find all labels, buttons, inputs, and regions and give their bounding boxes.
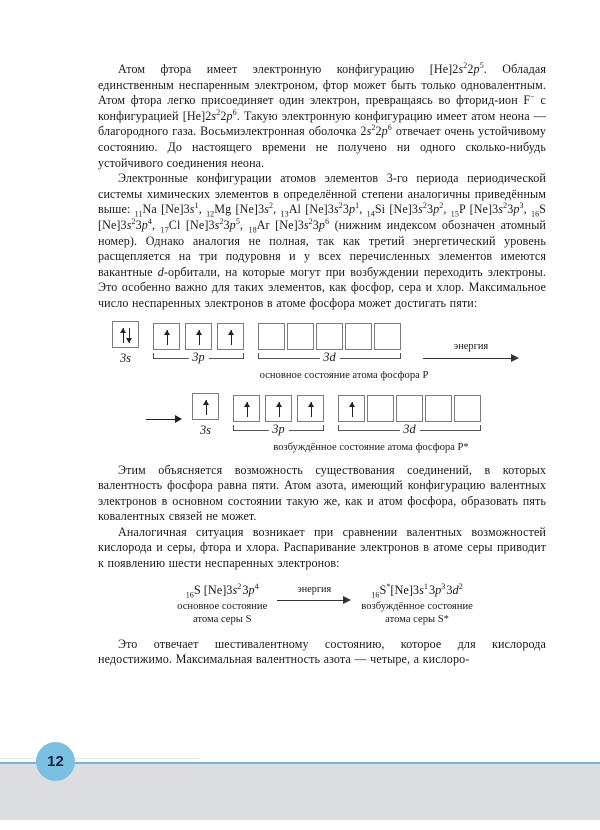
- electron-up-arrow-icon: [311, 402, 312, 417]
- subshell-brace: [233, 421, 324, 438]
- paragraph-sulfur-analogy: Аналогичная ситуация возникает при сравнении валентных возможностей кислорода и серы, фтора и хлора. Распаривание электронов в атоме серы приводит к появлению шести неспаренных электронов:: [98, 524, 546, 571]
- subshell-brace: [258, 349, 401, 366]
- electron-up-arrow-icon: [231, 330, 232, 345]
- page-number-badge: 12: [36, 742, 75, 781]
- orbital-cell: [112, 321, 139, 348]
- energy-arrow-icon: [423, 354, 519, 362]
- orbital-cell: [153, 323, 180, 350]
- subshell-3s-ground: [112, 321, 139, 366]
- subshell-brace: [338, 421, 481, 438]
- electron-up-arrow-icon: [167, 330, 168, 345]
- subshell-label: 3p: [188, 350, 208, 365]
- electron-up-arrow-icon: [206, 400, 207, 415]
- orbital-cell: [265, 395, 292, 422]
- footer-band: [0, 762, 600, 820]
- orbital-cell: [258, 323, 285, 350]
- transition-arrow-icon: [146, 415, 182, 424]
- subshell-3d-ground: [258, 323, 401, 366]
- sulfur-ground-caption: основное состояние атома серы S: [177, 600, 268, 625]
- energy-arrow-icon: [277, 596, 351, 604]
- page-content: [98, 62, 546, 668]
- subshell-label: 3d: [399, 422, 419, 437]
- sulfur-excitation-equation: [104, 583, 546, 626]
- footer-secondary-rule: [0, 758, 200, 759]
- orbital-cell: [345, 323, 372, 350]
- orbital-cell: [425, 395, 452, 422]
- subshell-3p-ground: [153, 323, 244, 366]
- orbital-cell: [316, 323, 343, 350]
- subshell-3s-excited: [192, 393, 219, 438]
- orbital-diagram-ground-state: [112, 321, 546, 381]
- paragraph-third-period: Электронные конфигурации атомов элементов 3-го периода периодической системы химических элементов в определённой степени аналогичны приведённым выше: $_{11}$Na $[Ne]3s^1$, $_{12}$Mg $[Ne]3s^2$, $_{13}$Al $[Ne]3s^23p^1$, $_{14}$Si $[Ne]3s^23p^2$, $_{15}$P $[Ne]3s^23p^3$, $_{16}$S $[Ne]3s^23p^4$, $_{17}$Cl $[Ne]3s^23p^5$, $_{18}$Ar $[Ne]3s^23p^6$ (нижним индексом обозначен атомный номер). Однако аналогия не полная, так как третий энергетический уровень расщепляется на три подуровня и у всех перечисленных элементов имеются вакантные d-орбитали, на которые могут при возбуждении переходить электроны. Это особенно важно для таких элементов, как фосфор, сера и хлор. Максимальное число неспаренных электронов в атоме фосфора может достигать пяти:: [98, 171, 547, 310]
- orbital-diagram-excited-state: [146, 393, 546, 453]
- energy-axis: [423, 341, 519, 362]
- paragraph-fluorine: Атом фтора имеет электронную конфигурацию $[He]2s^22p^5$. Обладая единственным неспаренным электроном, фтор может быть только одновалентным. Атом фтора легко присоединяет один электрон, превращаясь во фторид-ион F− с конфигурацией $[He]2s^22p^6$. Такую электронную конфигурацию имеет атом неона — благородного газа. Восьмиэлектронная оболочка $2s^22p^6$ отвечает очень устойчивому состоянию. До настоящего времени не получено ни одного сколько-нибудь устойчивого соединения неона.: [98, 60, 547, 170]
- paragraph-phosphorus-valence: Этим объясняется возможность существования соединений, в которых валентность фосфора равна пяти. Атом азота, имеющий конфигурацию валентных электронов в основном состоянии такую же, как и атом фосфора, образовать пять ковалентных связей не может.: [98, 462, 546, 524]
- sulfur-excited-formula: $_{16}S^*[Ne]3s^1$ $3p^3$ $3d^2$: [371, 581, 463, 600]
- diagram-caption: возбуждённое состояние атома фосфора Р*: [273, 441, 469, 453]
- electron-up-arrow-icon: [279, 402, 280, 417]
- footer-rule: [0, 762, 600, 764]
- electron-up-arrow-icon: [247, 402, 248, 417]
- orbital-cell: [297, 395, 324, 422]
- sulfur-excited-state: [361, 583, 473, 626]
- electron-down-arrow-icon: [129, 328, 130, 343]
- sulfur-ground-state: [177, 583, 267, 626]
- sulfur-energy-arrow: [277, 583, 351, 604]
- orbital-cell: [233, 395, 260, 422]
- subshell-brace: [153, 349, 244, 366]
- subshell-3d-excited: [338, 395, 481, 438]
- orbital-cell: [396, 395, 423, 422]
- orbital-cell: [367, 395, 394, 422]
- energy-label: энергия: [297, 583, 332, 595]
- orbital-cell: [217, 323, 244, 350]
- subshell-label: 3s: [199, 422, 212, 437]
- subshell-label: 3s: [119, 350, 132, 365]
- orbital-cell: [287, 323, 314, 350]
- orbital-cell: [185, 323, 212, 350]
- electron-up-arrow-icon: [199, 330, 200, 345]
- subshell-label: 3d: [319, 350, 339, 365]
- subshell-3p-excited: [233, 395, 324, 438]
- diagram-caption: основное состояние атома фосфора Р: [259, 369, 429, 381]
- electron-up-arrow-icon: [123, 328, 124, 343]
- sulfur-ground-formula: $_{16}$S $[Ne]3s^2$ $3p^4$: [185, 581, 259, 600]
- electron-up-arrow-icon: [352, 402, 353, 417]
- orbital-cell: [454, 395, 481, 422]
- orbital-cell: [374, 323, 401, 350]
- subshell-label: 3p: [268, 422, 288, 437]
- sulfur-excited-caption: возбуждённое состояние атома серы S*: [361, 600, 473, 625]
- orbital-cell: [338, 395, 365, 422]
- paragraph-hexavalent: Это отвечает шестивалентному состоянию, которое для кислорода недостижимо. Максимальная валентность азота — четыре, а кислоро-: [98, 636, 546, 667]
- energy-label: энергия: [453, 340, 489, 352]
- orbital-cell: [192, 393, 219, 420]
